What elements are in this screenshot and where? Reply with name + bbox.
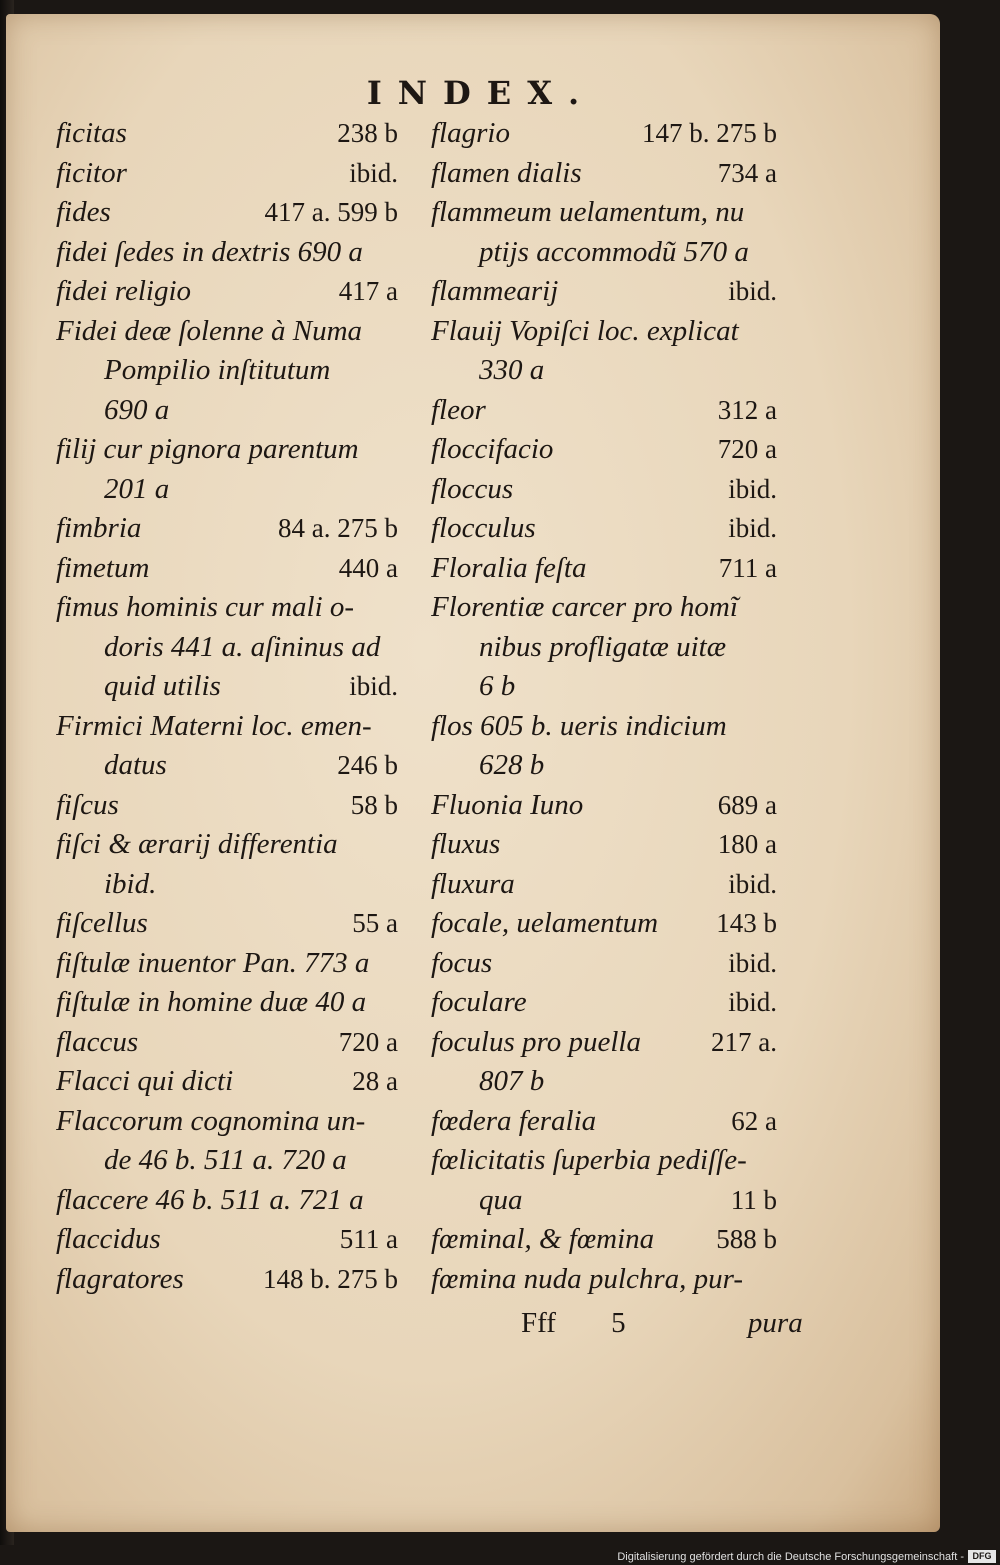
index-entry [56, 983, 398, 1023]
index-entry [431, 391, 777, 431]
index-reference: 147 b. 275 b [642, 118, 777, 148]
index-reference: 734 a [717, 157, 777, 188]
index-entry [431, 1260, 777, 1300]
index-reference: 711 a [718, 552, 777, 583]
index-entry [56, 1102, 398, 1142]
index-column-left [56, 114, 398, 1299]
index-entry [431, 944, 777, 984]
index-reference: 148 b. 275 b [263, 1263, 398, 1294]
dfg-logo: DFG [968, 1550, 996, 1563]
index-reference: 312 a [717, 394, 777, 425]
index-reference: 55 a [352, 908, 398, 938]
index-reference: ibid. [728, 276, 777, 306]
index-entry [431, 351, 777, 391]
index-entry [56, 391, 398, 431]
index-term: fidei religio [56, 275, 192, 307]
index-term: flaccidus [56, 1223, 161, 1255]
index-reference: 217 a. [711, 1026, 777, 1057]
index-entry [56, 272, 398, 312]
index-column-right [431, 114, 777, 1299]
index-entry [431, 1062, 777, 1102]
index-entry [56, 1141, 398, 1181]
index-reference: ibid. [728, 947, 777, 978]
index-reference: 84 a. 275 b [278, 513, 398, 543]
index-term: fimetum [56, 551, 150, 584]
index-entry [431, 470, 777, 510]
index-term: floccifacio [431, 433, 554, 465]
index-entry [431, 786, 777, 826]
index-term: flaccere 46 b. 511 a. 721 a [56, 1183, 364, 1216]
index-entry [56, 470, 398, 510]
index-entry [431, 1220, 777, 1260]
index-term: fiſcellus [56, 907, 148, 939]
index-reference: 143 b [716, 908, 777, 938]
index-term: fœmina nuda pulchra, pur- [431, 1262, 743, 1295]
index-entry [56, 707, 398, 747]
index-term: Florentiæ carcer pro homĩ [431, 591, 738, 623]
index-entry [431, 430, 777, 470]
index-entry [431, 549, 777, 589]
index-entry [56, 944, 398, 984]
page-footer [521, 1307, 803, 1340]
index-entry [431, 272, 777, 312]
index-term: doris 441 a. aſininus ad [104, 630, 381, 663]
index-term: fiſtulæ inuentor Pan. 773 a [56, 946, 370, 979]
index-term: flocculus [431, 512, 536, 544]
index-term: 6 b [479, 670, 516, 702]
index-entry [431, 1102, 777, 1142]
index-term: Flaccorum cognomina un- [56, 1104, 366, 1137]
index-term: de 46 b. 511 a. 720 a [104, 1144, 347, 1176]
index-entry [56, 588, 398, 628]
index-reference: ibid. [728, 473, 777, 504]
index-term: fides [56, 196, 111, 228]
index-term: fiſci & ærarij differentia [56, 828, 338, 860]
index-entry [56, 746, 398, 786]
index-term: nibus profligatæ uitæ [479, 630, 727, 663]
index-entry [431, 825, 777, 865]
index-reference: 588 b [716, 1224, 777, 1254]
index-entry [56, 1062, 398, 1102]
index-term: foculus pro puella [431, 1025, 641, 1058]
index-term: 201 a [104, 472, 170, 505]
index-term: filij cur pignora parentum [56, 433, 359, 465]
index-entry [431, 1181, 777, 1221]
index-term: quid utilis [104, 670, 221, 702]
index-entry [431, 628, 777, 668]
index-term: flagrio [431, 117, 510, 149]
index-entry [431, 707, 777, 747]
signature-mark: Fff [521, 1307, 556, 1339]
index-reference: 417 a. 599 b [264, 197, 398, 227]
index-reference: 58 b [350, 789, 398, 820]
index-entry [431, 193, 777, 233]
index-term: datus [104, 749, 167, 781]
index-term: Flauij Vopiſci loc. explicat [431, 314, 739, 347]
index-entry [431, 588, 777, 628]
index-entry [56, 1220, 398, 1260]
index-reference: 238 b [337, 118, 398, 148]
index-term: flaccus [56, 1025, 139, 1058]
index-term: flos 605 b. ueris indicium [431, 709, 727, 742]
index-entry [56, 1260, 398, 1300]
index-term: Floralia feſta [431, 551, 587, 584]
index-entry [56, 628, 398, 668]
index-term: Pompilio inſtitutum [104, 354, 331, 386]
index-term: fœminal, & fœmina [431, 1223, 655, 1255]
index-term: fimus hominis cur mali o- [56, 591, 355, 623]
index-entry [56, 1023, 398, 1063]
index-entry [56, 154, 398, 194]
index-term: Firmici Materni loc. emen- [56, 709, 372, 742]
index-entry [431, 1023, 777, 1063]
page-title: INDEX. [366, 74, 596, 112]
index-term: ibid. [104, 867, 157, 900]
index-term: fœdera feralia [431, 1104, 597, 1137]
index-entry [56, 114, 398, 154]
index-entry [56, 786, 398, 826]
index-entry [431, 983, 777, 1023]
index-reference: ibid. [728, 868, 777, 899]
index-term: ficitor [56, 156, 127, 189]
index-entry [431, 114, 777, 154]
index-term: 690 a [104, 393, 170, 426]
index-term: Fluonia Iuno [431, 788, 584, 821]
index-reference: ibid. [349, 157, 398, 188]
index-reference: 720 a [717, 434, 777, 464]
index-reference: 511 a [339, 1224, 398, 1254]
index-term: floccus [431, 472, 514, 505]
catchword: pura [747, 1307, 803, 1339]
index-reference: ibid. [728, 513, 777, 543]
signature-number: 5 [611, 1307, 626, 1339]
index-term: Fidei deæ ſolenne à Numa [56, 314, 363, 347]
index-entry [431, 509, 777, 549]
index-entry [431, 746, 777, 786]
index-entry [56, 351, 398, 391]
index-entry [431, 312, 777, 352]
index-term: 807 b [479, 1065, 545, 1097]
index-term: flamen dialis [431, 156, 582, 189]
index-entry [431, 865, 777, 905]
index-reference: 11 b [730, 1184, 777, 1215]
index-entry [431, 904, 777, 944]
index-term: fleor [431, 393, 486, 426]
index-term: flagratores [56, 1262, 184, 1295]
index-reference: 62 a [731, 1105, 777, 1136]
index-entry [56, 549, 398, 589]
index-reference: 689 a [717, 789, 777, 820]
index-term: Flacci qui dicti [56, 1065, 234, 1097]
index-entry [56, 904, 398, 944]
index-term: fœlicitatis ſuperbia pediſſe- [431, 1144, 747, 1176]
index-term: qua [479, 1183, 523, 1216]
index-reference: 440 a [338, 552, 398, 583]
index-reference: 246 b [337, 750, 398, 780]
index-entry [56, 509, 398, 549]
index-term: focale, uelamentum [431, 907, 659, 939]
index-reference: 28 a [352, 1066, 398, 1096]
index-term: flammearij [431, 275, 559, 307]
index-term: fimbria [56, 512, 142, 544]
index-entry [56, 865, 398, 905]
index-reference: 417 a [338, 276, 398, 306]
index-entry [431, 1141, 777, 1181]
index-entry [56, 312, 398, 352]
index-entry [56, 825, 398, 865]
index-entry [431, 233, 777, 273]
index-reference: ibid. [728, 987, 777, 1017]
index-term: ficitas [56, 117, 127, 149]
index-term: 330 a [479, 354, 545, 386]
index-reference: 720 a [338, 1026, 398, 1057]
index-term: 628 b [479, 749, 545, 781]
digitization-credit: Digitalisierung gefördert durch die Deutsche Forschungsgemeinschaft - [617, 1551, 964, 1563]
index-term: focus [431, 946, 493, 979]
index-entry [431, 154, 777, 194]
index-entry [56, 1181, 398, 1221]
index-term: fiſcus [56, 788, 119, 821]
index-entry [56, 233, 398, 273]
index-entry [56, 430, 398, 470]
index-term: fluxura [431, 867, 515, 900]
book-page [6, 14, 940, 1532]
index-entry [431, 667, 777, 707]
index-term: fluxus [431, 828, 501, 860]
index-term: fiſtulæ in homine duæ 40 a [56, 986, 367, 1018]
index-entry [56, 667, 398, 707]
index-reference: 180 a [717, 829, 777, 859]
index-term: fidei ſedes in dextris 690 a [56, 235, 363, 268]
index-term: ptijs accommodũ 570 a [479, 235, 749, 268]
index-term: foculare [431, 986, 527, 1018]
index-entry [56, 193, 398, 233]
index-reference: ibid. [349, 671, 398, 701]
index-term: flammeum uelamentum, nu [431, 196, 745, 228]
